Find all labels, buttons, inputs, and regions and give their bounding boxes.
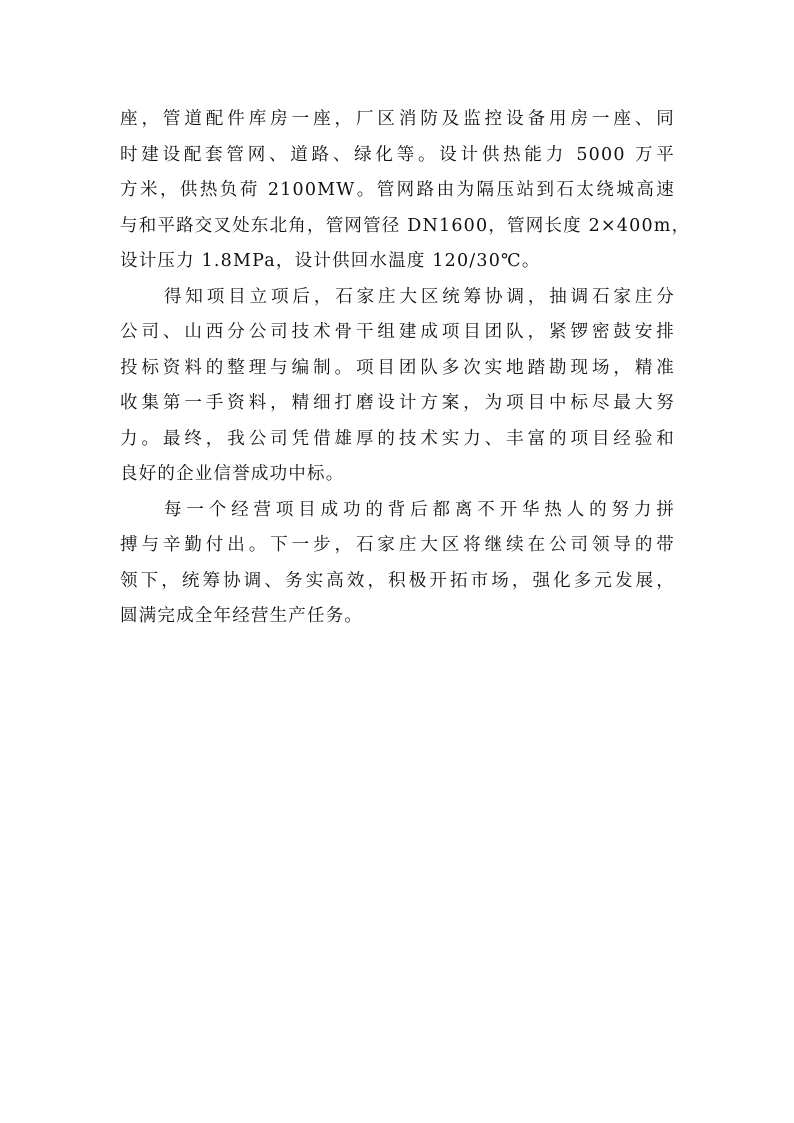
text-line: 投标资料的整理与编制。项目团队多次实地踏勘现场，精准 (120, 357, 675, 378)
text-line: 良好的企业信誉成功中标。 (120, 464, 345, 484)
paragraph-bid-process (120, 280, 675, 493)
text-line: 收集第一手资料，精细打磨设计方案，为项目中标尽最大努 (120, 393, 675, 413)
text-line: 领下，统筹协调、务实高效，积极开拓市场，强化多元发展， (120, 570, 675, 591)
paragraph-project-details (120, 102, 691, 280)
paragraph-next-steps (120, 493, 675, 635)
text-line: 得知项目立项后，石家庄大区统筹协调，抽调石家庄分 (164, 286, 675, 307)
text-line: 时建设配套管网、道路、绿化等。设计供热能力 5000 万平 (120, 144, 675, 165)
text-line: 搏与辛勤付出。下一步，石家庄大区将继续在公司领导的带 (120, 535, 675, 555)
text-line: 座，管道配件库房一座，厂区消防及监控设备用房一座、同 (120, 109, 675, 129)
body-text (120, 102, 691, 635)
text-line: 方米，供热负荷 2100MW。管网路由为隔压站到石太绕城高速 (120, 180, 675, 200)
text-line: 设计压力 1.8MPa，设计供回水温度 120/30℃。 (120, 251, 541, 271)
text-line: 公司、山西分公司技术骨干组建成项目团队，紧锣密鼓安排 (120, 322, 675, 342)
text-line: 每一个经营项目成功的背后都离不开华热人的努力拼 (164, 499, 675, 520)
text-line: 与和平路交叉处东北角，管网管径 DN1600，管网长度 2×400m， (120, 215, 691, 236)
text-line: 圆满完成全年经营生产任务。 (120, 606, 364, 626)
text-line: 力。最终，我公司凭借雄厚的技术实力、丰富的项目经验和 (120, 428, 675, 449)
